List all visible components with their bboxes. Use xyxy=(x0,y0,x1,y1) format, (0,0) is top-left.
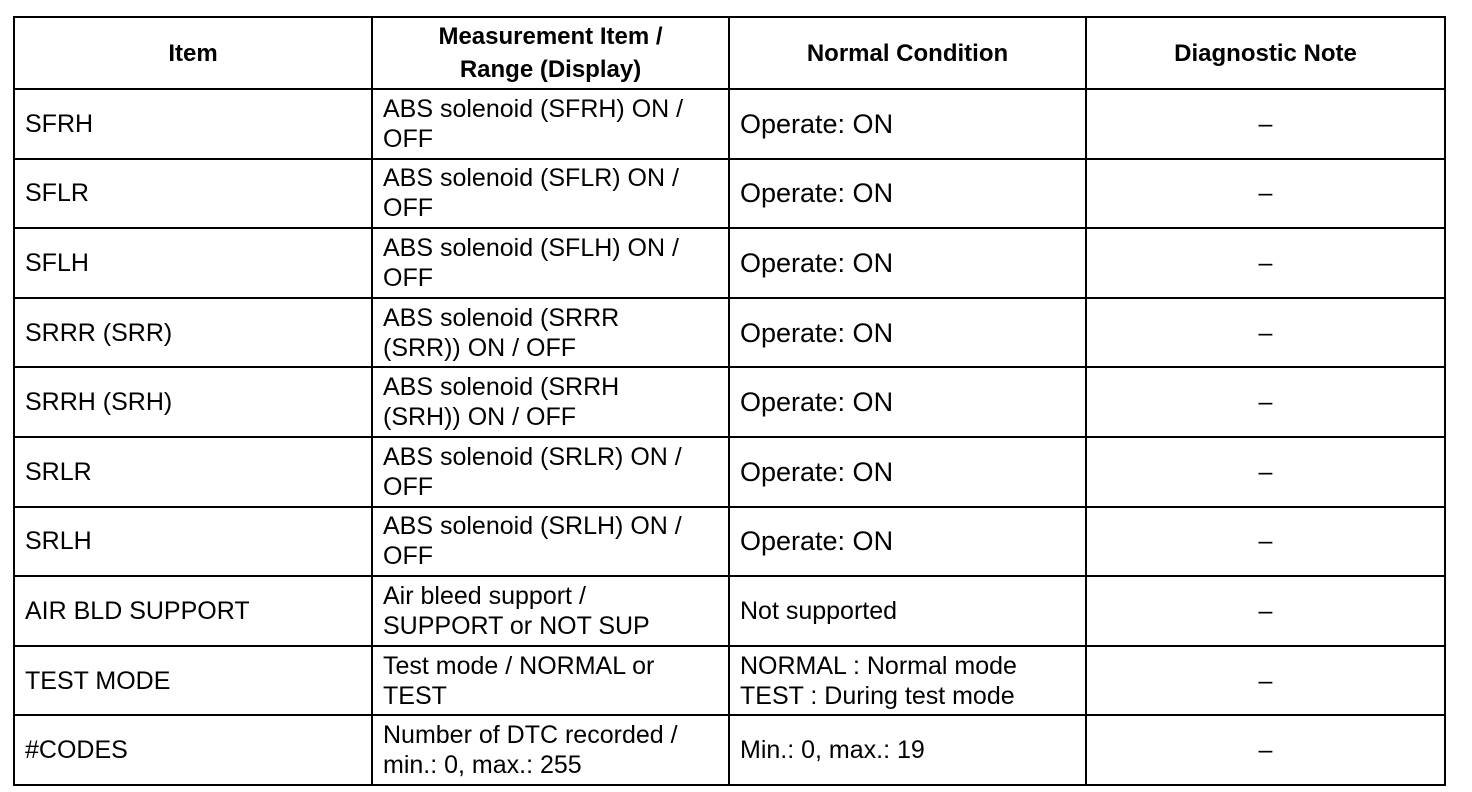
cell-normal-condition: Min.: 0, max.: 19 xyxy=(729,715,1086,785)
table-row xyxy=(14,159,1445,229)
header-item: Item xyxy=(14,17,372,89)
cell-item: #CODES xyxy=(14,715,372,785)
table-row xyxy=(14,437,1445,507)
cell-item: SFLH xyxy=(14,228,372,298)
header-normal-condition: Normal Condition xyxy=(729,17,1086,89)
table-row xyxy=(14,298,1445,368)
header-row xyxy=(14,17,1445,89)
cell-measurement: ABS solenoid (SRRH (SRH)) ON / OFF xyxy=(372,367,729,437)
cell-measurement: Air bleed support / SUPPORT or NOT SUP xyxy=(372,576,729,646)
cell-diagnostic-note: – xyxy=(1086,298,1445,368)
cell-diagnostic-note: – xyxy=(1086,576,1445,646)
cell-item: SRRH (SRH) xyxy=(14,367,372,437)
cell-normal-condition: Operate: ON xyxy=(729,298,1086,368)
table-row xyxy=(14,715,1445,785)
table-row xyxy=(14,576,1445,646)
cell-normal-condition: Not supported xyxy=(729,576,1086,646)
cell-measurement: ABS solenoid (SFLR) ON / OFF xyxy=(372,159,729,229)
cell-item: SFLR xyxy=(14,159,372,229)
cell-item: SFRH xyxy=(14,89,372,159)
cell-diagnostic-note: – xyxy=(1086,507,1445,577)
table-body xyxy=(14,89,1445,785)
table-row xyxy=(14,228,1445,298)
cell-item: SRRR (SRR) xyxy=(14,298,372,368)
cell-measurement: ABS solenoid (SRRR (SRR)) ON / OFF xyxy=(372,298,729,368)
cell-measurement: Number of DTC recorded / min.: 0, max.: 255 xyxy=(372,715,729,785)
header-measurement: Measurement Item / Range (Display) xyxy=(372,17,729,89)
table-row xyxy=(14,507,1445,577)
cell-measurement: ABS solenoid (SFRH) ON / OFF xyxy=(372,89,729,159)
cell-normal-condition: Operate: ON xyxy=(729,507,1086,577)
cell-normal-condition: Operate: ON xyxy=(729,89,1086,159)
cell-measurement: Test mode / NORMAL or TEST xyxy=(372,646,729,716)
cell-normal-condition: Operate: ON xyxy=(729,228,1086,298)
table-header xyxy=(14,17,1445,89)
table-row xyxy=(14,367,1445,437)
cell-normal-condition: Operate: ON xyxy=(729,159,1086,229)
table-row xyxy=(14,646,1445,716)
header-diagnostic-note: Diagnostic Note xyxy=(1086,17,1445,89)
diagnostic-data-table xyxy=(13,16,1446,786)
cell-diagnostic-note: – xyxy=(1086,646,1445,716)
cell-item: SRLR xyxy=(14,437,372,507)
cell-normal-condition: Operate: ON xyxy=(729,437,1086,507)
cell-measurement: ABS solenoid (SRLR) ON / OFF xyxy=(372,437,729,507)
cell-measurement: ABS solenoid (SRLH) ON / OFF xyxy=(372,507,729,577)
cell-diagnostic-note: – xyxy=(1086,228,1445,298)
cell-item: TEST MODE xyxy=(14,646,372,716)
cell-measurement: ABS solenoid (SFLH) ON / OFF xyxy=(372,228,729,298)
table-row xyxy=(14,89,1445,159)
cell-diagnostic-note: – xyxy=(1086,437,1445,507)
cell-diagnostic-note: – xyxy=(1086,89,1445,159)
cell-diagnostic-note: – xyxy=(1086,715,1445,785)
cell-item: SRLH xyxy=(14,507,372,577)
cell-normal-condition: Operate: ON xyxy=(729,367,1086,437)
cell-normal-condition: NORMAL : Normal mode TEST : During test mode xyxy=(729,646,1086,716)
cell-diagnostic-note: – xyxy=(1086,159,1445,229)
cell-item: AIR BLD SUPPORT xyxy=(14,576,372,646)
cell-diagnostic-note: – xyxy=(1086,367,1445,437)
